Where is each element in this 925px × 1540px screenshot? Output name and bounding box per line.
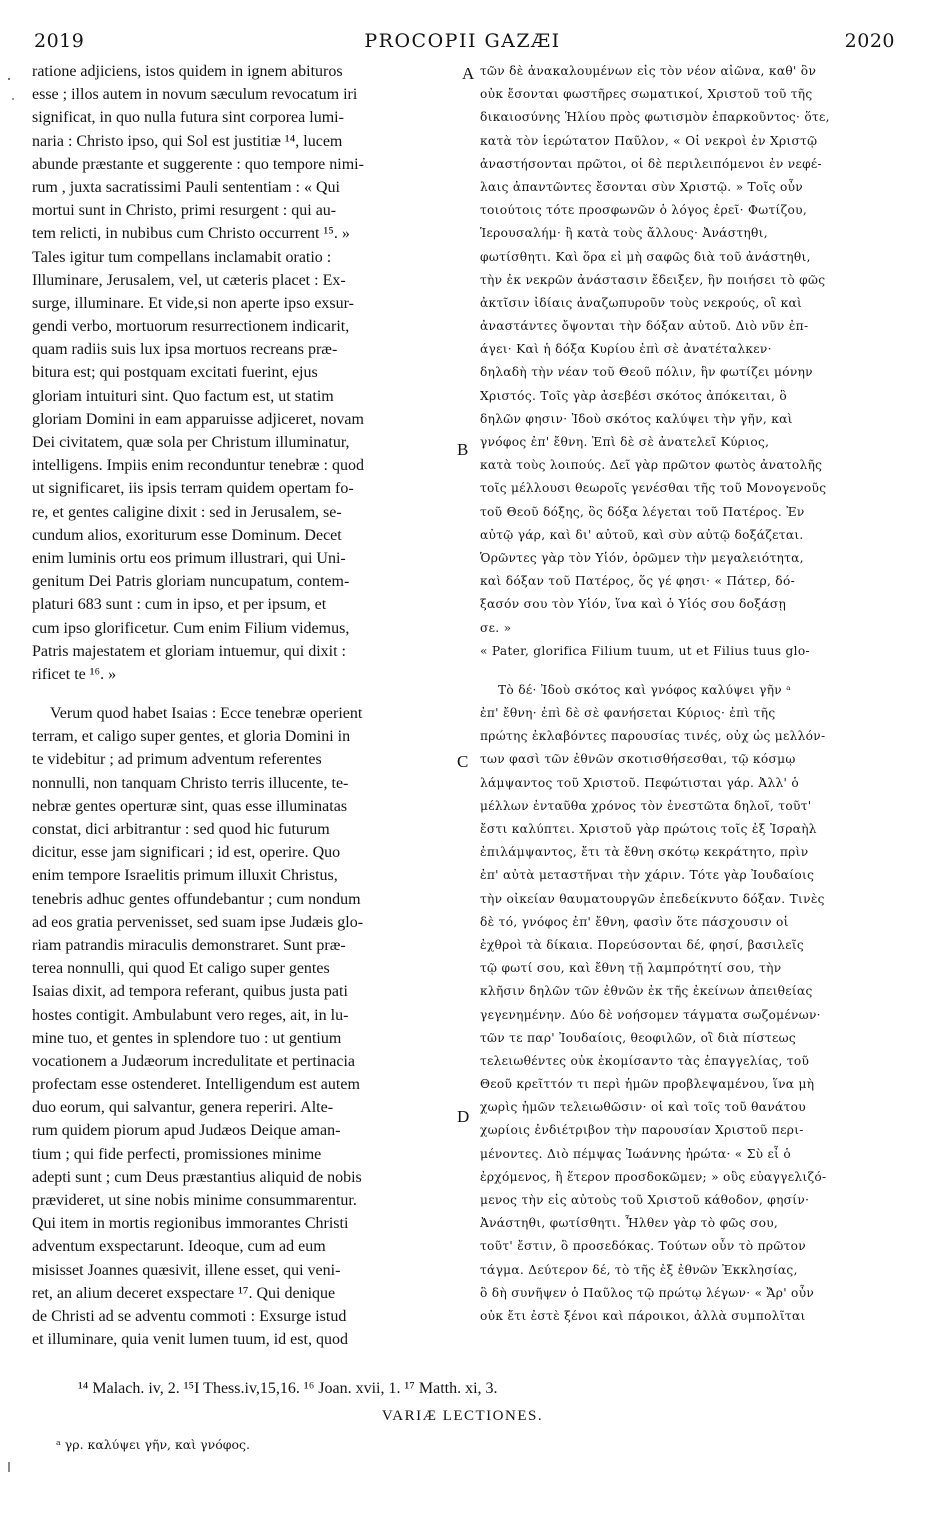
text-line: Verum quod habet Isaias : Ecce tenebræ operient: [50, 705, 363, 723]
text-line: Illuminare, Jerusalem, vel, ut cæteris placet : Ex-: [32, 271, 346, 289]
text-line: λαις ἀπαντῶντες ἔσονται σὺν Χριστῷ. » Τοῖς οὖν: [480, 179, 803, 194]
latin-column: [32, 60, 462, 1351]
text-line: φωτίσθητι. Καὶ ὅρα εἰ μὴ σαφῶς διὰ τοῦ ἀνάστηθι,: [480, 249, 811, 264]
text-line: gloriam Domini in eam apparuisse adjiceret, novam: [32, 410, 364, 428]
text-line: δηλῶν φησιν· Ἰδοὺ σκότος καλύψει τὴν γῆν, καὶ: [480, 411, 793, 426]
text-line: mine tuo, et gentes in splendore tuo : ut gentium: [32, 1029, 342, 1047]
paragraph-gap: [480, 663, 897, 679]
text-line: σε. »: [480, 620, 512, 635]
margin-letter-c: C: [457, 752, 469, 771]
text-line: δὲ τό, γνόφος ἐπ' ἔθνη, φασὶν ὅτε πάσχουσιν οἱ: [480, 914, 789, 929]
text-line: hostes contigit. Ambulabunt vero reges, ait, in lu-: [32, 1006, 349, 1024]
text-line: Patris majestatem et gloriam intuemur, qui dixit :: [32, 642, 346, 660]
running-title: PROCOPII GAZÆI: [364, 30, 561, 52]
text-line: κλῆσιν δηλῶν τῶν ἐθνῶν ἐκ τῆς ἐκείνων ἀπειθείας: [480, 984, 813, 999]
page-number-left: 2019: [34, 30, 85, 52]
text-line: tem relicti, in nubibus cum Christo occurrent ¹⁵. »: [32, 225, 350, 243]
text-line: rificet te ¹⁶. »: [32, 665, 117, 683]
text-line: τοιούτοις τότε προσφωνῶν ὁ λόγος ἐρεῖ· Φωτίζου,: [480, 203, 808, 218]
text-line: λάμψαντος τοῦ Χριστοῦ. Πεφώτισται γάρ. Ἀλλ' ὁ: [480, 775, 800, 790]
text-line: prævideret, ut sine nobis minime consummarentur.: [32, 1192, 357, 1209]
text-line: τάγμα. Δεύτερον δέ, τὸ τῆς ἐξ ἐθνῶν Ἐκκλησίας,: [480, 1262, 798, 1277]
footnotes: ¹⁴ Malach. iv, 2. ¹⁵I Thess.iv,15,16. ¹⁶ Joan. xvii, 1. ¹⁷ Matth. xi, 3.: [78, 1380, 498, 1397]
text-line: Isaias dixit, ad tempora referant, quibus justa pati: [32, 983, 348, 1001]
margin-letter-b: B: [457, 440, 469, 459]
text-line: riam patrandis miraculis demonstraret. Sunt præ-: [32, 936, 346, 954]
text-line: μενος τὴν εἰς αὐτοὺς τοῦ Χριστοῦ κάθοδον, φησίν·: [480, 1193, 810, 1207]
text-line: ut significaret, iis ipsis terram quidem opertam fo-: [32, 480, 354, 498]
text-line: ἐπιλάμψαντος, ἔτι τὰ ἔθνη σκότῳ κεκράτητο, πρὶν: [480, 845, 809, 860]
text-line: adepti sunt ; cum Deus præstantius aliquid de nobis: [32, 1168, 362, 1186]
text-line: nonnulli, non tanquam Christo terris illucente, te-: [32, 774, 349, 792]
text-line: vocationem a Judæorum incredulitate et pertinacia: [32, 1052, 355, 1070]
text-line: et illuminare, quia venit lumen tuum, id est, quod: [32, 1331, 348, 1349]
text-line: ratione adjiciens, istos quidem in ignem abituros: [32, 63, 343, 80]
page-number-right: 2020: [844, 30, 895, 52]
text-line: naria : Christo ipso, qui Sol est justitiæ ¹⁴, lucem: [32, 132, 343, 150]
text-line: ὃ δὴ συνῆψεν ὁ Παῦλος τῷ πρώτῳ λέγων· « Ἄρ' οὖν: [480, 1285, 815, 1300]
text-line: platuri 683 sunt : cum in ipso, et per ipsum, et: [32, 596, 327, 614]
text-line: te videbitur ; ad primum adventum referentes: [32, 751, 322, 769]
text-line: gendi verbo, mortuorum resurrectionem indicarit,: [32, 318, 350, 336]
text-line: re, et gentes caligine dixit : sed in Jerusalem, se-: [32, 503, 342, 521]
text-line: τὴν οἰκείαν θαυματουργῶν ἐπεδείκνυτο δόξαν. Τινὲς: [480, 891, 825, 906]
text-line: ret, an alium deceret exspectare ¹⁷. Qui denique: [32, 1284, 336, 1302]
margin-letter-a: A: [462, 64, 475, 83]
greek-paragraph-2: [480, 679, 897, 1328]
text-line: των φασὶ τῶν ἐθνῶν σκοτισθήσεσθαι, τῷ κόσμῳ: [480, 752, 796, 767]
text-line: ad eos gratia pervenisset, sed suam ipse Judæis glo-: [32, 913, 364, 931]
text-line: rum , juxta sacratissimi Pauli sententiam : « Qui: [32, 178, 340, 196]
text-line: ἐπ' αὐτὰ μεταστῆναι τὴν χάριν. Τότε γὰρ Ἰουδαίοις: [480, 868, 815, 883]
text-line: ἀκτῖσιν ἰδίαις ἀναζωπυροῦν τοὺς νεκρούς, οἳ καὶ: [480, 295, 803, 310]
latin-paragraph-2: [32, 702, 462, 1351]
text-line: Ἀνάστηθι, φωτίσθητι. Ἧλθεν γὰρ τὸ φῶς σου,: [480, 1216, 779, 1231]
text-line: τῶν δὲ ἀνακαλουμένων εἰς τὸν νέον αἰῶνα, καθ' ὃν: [480, 64, 817, 78]
text-line: « Pater, glorifica Filium tuum, ut et Filius tuus glo-: [480, 643, 810, 658]
text-line: Τὸ δέ· Ἰδοὺ σκότος καὶ γνόφος καλύψει γῆν ᵃ: [498, 682, 792, 697]
paragraph-gap: [32, 686, 462, 702]
text-line: μένοντες. Διὸ πέμψας Ἰωάννης ἠρώτα· « Σὺ εἶ ὁ: [480, 1146, 792, 1161]
variae-lectiones-heading: VARIÆ LECTIONES.: [381, 1408, 544, 1424]
text-line: γεγενημένην. Δύο δὲ νοήσομεν τάγματα σωζομένων·: [480, 1007, 821, 1022]
text-line: terram, et caligo super gentes, et gloria Domini in: [32, 728, 351, 746]
text-line: τοῖς μέλλουσι θεωροῖς γενέσθαι τῆς τοῦ Μονογενοῦς: [480, 481, 827, 496]
text-line: profectam esse ostenderet. Intelligendum est autem: [32, 1076, 360, 1094]
text-line: κατὰ τοὺς λοιπούς. Δεῖ γὰρ πρῶτον φωτὸς ἀνατολῆς: [480, 458, 823, 473]
text-line: τοῦτ' ἔστιν, ὃ προσεδόκας. Τούτων οὖν τὸ πρῶτον: [480, 1239, 806, 1254]
variant-reading: ᵃ γρ. καλύψει γῆν, καὶ γνόφος.: [56, 1437, 250, 1452]
text-line: ἐπ' ἔθνη· ἐπὶ δὲ σὲ φανήσεται Κύριος· ἐπὶ τῆς: [480, 706, 776, 721]
text-line: cundum alios, exoriturum esse Dominum. Decet: [32, 526, 342, 544]
text-line: genitum Dei Patris gloriam nuncupatum, contem-: [32, 573, 350, 591]
text-line: ἀναστάντες ὄψονται τὴν δόξαν αὐτοῦ. Διὸ νῦν ἐπ-: [480, 319, 809, 334]
text-line: terea nonnulli, qui quod Et caligo super gentes: [32, 960, 330, 978]
text-line: rum quidem piorum apud Judæos Deique aman-: [32, 1122, 341, 1140]
text-line: τῶν τε παρ' Ἰουδαίοις, θεοφιλῶν, οἳ διὰ πίστεως: [480, 1030, 797, 1045]
text-line: intelligens. Impiis enim reconduntur tenebræ : quod: [32, 457, 364, 475]
text-line: mortui sunt in Christo, primi resurgent : qui au-: [32, 202, 337, 220]
text-line: bitura est; qui postquam excitati fuerint, ejus: [32, 364, 318, 382]
text-line: ἐχθροὶ τὰ δίκαια. Πορεύσονται δέ, φησί, βασιλεῖς: [480, 937, 805, 952]
text-line: ξασόν σου τὸν Υἱόν, ἵνα καὶ ὁ Υἱός σου δοξάσῃ: [480, 597, 787, 612]
text-line: enim luminis ortu eos primum illustrari, qui Uni-: [32, 549, 346, 567]
greek-paragraph-1: [480, 60, 897, 663]
text-line: οὐκ ἔσονται φωστῆρες σωματικοί, Χριστοῦ τοῦ τῆς: [480, 87, 813, 102]
text-line: τελειωθέντες οὐκ ἐκομίσαντο τὰς ἐπαγγελίας, τοῦ: [480, 1053, 810, 1068]
text-line: misisset Joannes quæsivit, illene esset, qui veni-: [32, 1261, 341, 1279]
text-line: ἀναστήσονται πρῶτοι, οἱ δὲ περιλειπόμενοι ἐν νεφέ-: [480, 156, 822, 171]
text-line: δηλαδὴ τὴν νέαν τοῦ Θεοῦ πόλιν, ἣν φωτίζει μόνην: [480, 365, 813, 380]
text-line: Θεοῦ κρεῖττόν τι περὶ ἡμῶν προβλεψαμένου, ἵνα μὴ: [480, 1077, 815, 1092]
text-line: surge, illuminare. Et vide,si non aperte ipso exsur-: [32, 294, 354, 312]
text-line: Ὁρῶντες γὰρ τὸν Υἱόν, ὁρῶμεν τὴν μεγαλειότητα,: [480, 550, 804, 565]
text-line: Qui item in mortis regionibus immorantes Christi: [32, 1215, 349, 1233]
text-line: quam radiis suis lux ipsa mortuos recreans præ-: [32, 341, 338, 359]
text-line: πρώτης ἐκλαβόντες παρουσίας τινές, οὐχ ὡς μελλόν-: [480, 729, 826, 744]
text-line: abunde præstante et suggerente : quo tempore nimi-: [32, 155, 364, 173]
margin-letter-d: D: [457, 1107, 470, 1126]
text-line: significat, in quo nulla futura sint corporea lumi-: [32, 109, 344, 127]
margin-speck: [8, 1462, 10, 1472]
margin-speck: [12, 98, 14, 100]
text-line: χωρίοις ἐνδιέτριβον τὴν παρουσίαν Χριστοῦ περι-: [480, 1123, 804, 1138]
text-line: κατὰ τὸν ἱερώτατον Παῦλον, « Οἱ νεκροὶ ἐν Χριστῷ: [480, 133, 818, 148]
text-line: Dei civitatem, quæ sola per Christum illuminatur,: [32, 434, 350, 451]
text-line: duo eorum, qui salvantur, genera reperiri. Alte-: [32, 1099, 334, 1117]
text-line: Χριστός. Τοῖς γὰρ ἀσεβέσι σκότος ἀπόκειται, ὃ: [480, 388, 787, 403]
text-line: ἐρχόμενος, ἢ ἕτερον προσδοκῶμεν; » οὓς εὐαγγελιζό-: [480, 1169, 827, 1184]
text-line: constat, dici arbitrantur : sed quod hic futurum: [32, 821, 330, 838]
text-line: Ἱερουσαλήμ· ἢ κατὰ τοὺς ἄλλους· Ἀνάστηθι,: [480, 226, 768, 241]
text-line: enim tempore Israelitis primum illuxit Christus,: [32, 867, 338, 885]
text-line: esse ; illos autem in novum sæculum revocatum iri: [32, 86, 358, 104]
text-line: cum ipso glorificetur. Cum enim Filium videmus,: [32, 619, 350, 637]
text-line: Tales igitur tum compellans inclamabit oratio :: [32, 248, 332, 266]
text-line: οὐκ ἔτι ἐστὲ ξένοι καὶ πάροικοι, ἀλλὰ συμπολῖται: [480, 1308, 806, 1323]
text-line: καὶ δόξαν τοῦ Πατέρος, ὅς γέ φησι· « Πάτερ, δό-: [480, 574, 795, 589]
text-line: de Christi ad se adventu commoti : Exsurge istud: [32, 1307, 347, 1325]
text-line: δικαιοσύνης Ἡλίου πρὸς φωτισμὸν ἐπαρκοῦντος· ὅτε,: [480, 110, 830, 125]
text-line: τοῦ Θεοῦ δόξης, ὃς δόξα λέγεται τοῦ Πατέρος. Ἐν: [480, 504, 805, 519]
greek-column: [480, 60, 897, 1328]
text-line: χωρὶς ἡμῶν τελειωθῶσιν· οἱ καὶ τοῖς τοῦ θανάτου: [480, 1100, 806, 1115]
text-line: tenebris adhuc gentes offundebantur ; cum nondum: [32, 890, 361, 908]
text-line: γνόφος ἐπ' ἔθνη. Ἐπὶ δὲ σὲ ἀνατελεῖ Κύριος,: [480, 435, 770, 449]
text-line: nebræ gentes operturæ sint, quas esse illuminatas: [32, 797, 348, 815]
text-line: ἔστι καλύπτει. Χριστοῦ γὰρ πρώτοις τοῖς ἐξ Ἰσραὴλ: [480, 822, 817, 836]
text-line: gloriam intuituri sint. Quo factum est, ut statim: [32, 387, 334, 405]
text-line: αὐτῷ γάρ, καὶ δι' αὐτοῦ, καὶ σὺν αὐτῷ δοξάζεται.: [480, 527, 804, 542]
text-line: άγει· Καὶ ἡ δόξα Κυρίου ἐπὶ σὲ ἀνατέταλκεν·: [480, 342, 772, 357]
text-line: adventum exspectarunt. Ideoque, cum ad eum: [32, 1238, 326, 1256]
text-line: tium ; qui fide perfecti, promissiones minime: [32, 1145, 322, 1163]
text-line: τὴν ἐκ νεκρῶν ἀνάστασιν ἔδειξεν, ἣν ποιήσει τὸ φῶς: [480, 272, 826, 287]
text-line: μέλλων ἐνταῦθα χρόνος τὸν ἐνεστῶτα δηλοῖ, τοῦτ': [480, 798, 812, 813]
text-line: dicitur, esse jam significari ; id est, operire. Quo: [32, 844, 341, 862]
latin-paragraph-1: [32, 60, 462, 686]
text-line: τῷ φωτί σου, καὶ ἔθνη τῇ λαμπρότητί σου, τὴν: [480, 961, 782, 976]
margin-speck: [8, 78, 10, 80]
